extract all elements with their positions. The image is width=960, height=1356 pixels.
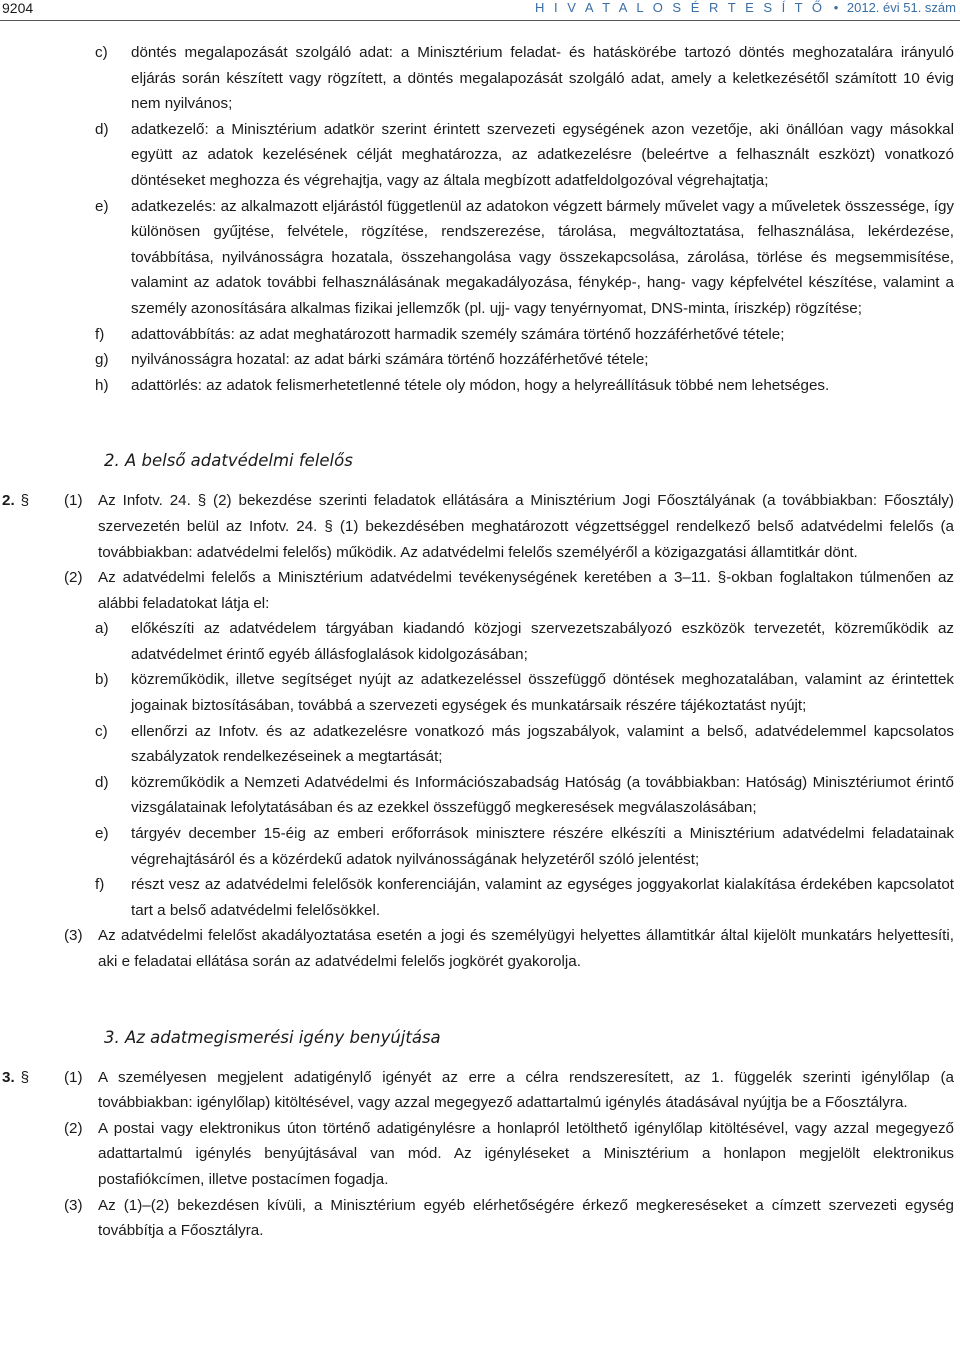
item-label: f)	[95, 325, 105, 343]
item-label: d)	[95, 773, 109, 791]
item-text: adattörlés: az adatok felismerhetetlenné tétele oly módon, hogy a helyreállításuk többé nem lehetséges.	[131, 376, 830, 394]
item-text: tárgyév december 15-éig az emberi erőforrások minisztere részére elkészíti a Minisztérium adatvédelmi feladatainak végrehajtásáról és a közérdekű adatok nyilvánosságának helyzetéről szóló jelentést;	[131, 825, 954, 868]
publication-title: H I V A T A L O S É R T E S Í T Ő	[535, 0, 826, 15]
running-head	[535, 0, 956, 15]
section-3-number	[2, 1065, 29, 1091]
item-label: e)	[95, 825, 109, 843]
issue-label: 2012. évi 51. szám	[846, 0, 956, 15]
section-2-item-c	[95, 719, 954, 770]
definition-h	[95, 373, 954, 399]
paragraph-text: A postai vagy elektronikus úton történő adatigénylésre a honlapról letölthető igénylőlap kitöltésével, vagy azzal megegyező adattartalmú igénylés benyújtásával van mód. Az igényléseket a Minisztérium a honlapon megjelölt elektronikus postafiókcímen, illetve postacímen fogadja.	[98, 1119, 954, 1188]
section-3-paragraph-1	[2, 1065, 954, 1116]
item-text: közreműködik a Nemzeti Adatvédelmi és Információszabadság Hatóság (a továbbiakban: Hatóság) Minisztériumot érintő vizsgálatainak lefolytatásában és az ezekkel összefüggő megkeresések megválaszolásában;	[131, 773, 954, 817]
paragraph-label: (2)	[64, 569, 83, 587]
item-text: adatkezelés: az alkalmazott eljárástól függetlenül az adatokon végzett bármely művelet vagy a műveletek összessége, így különösen gyűjtése, felvétele, rögzítése, rendszerezése, tárolása, megváltoztatása, felhasználása, lekérdezése, továbbítása, nyilvánosságra hozatala, összehangolása vagy összekapcsolása, zárolása, törlése és megsemmisítése, valamint az adatok további felhasználásának megakadályozása, fénykép-, hang- vagy képfelvétel készítése, valamint a személy azonosítására alkalmas fizikai jellemzők (pl. ujj- vagy tenyérnyomat, DNS-minta, íriszkép) rögzítése;	[131, 197, 954, 317]
paragraph-label: (2)	[64, 1119, 83, 1137]
section-3-paragraph-3	[64, 1193, 954, 1244]
section-2-number	[2, 488, 29, 514]
separator-bullet: •	[833, 0, 839, 15]
item-label: c)	[95, 44, 108, 61]
page-header	[0, 0, 960, 21]
section-number: 3.	[2, 1068, 15, 1086]
item-text: előkészíti az adatvédelem tárgyában kiadandó közjogi szervezetszabályozó eszközök tervezetét, közreműködik az adatvédelmet érintő egyéb állásfoglalások kidolgozásában;	[131, 620, 954, 663]
paragraph-label: (3)	[64, 1196, 83, 1214]
item-text: adatkezelő: a Minisztérium adatkör szerint érintett szervezeti egységének azon vezetője, aki önállóan vagy másokkal együtt az adatok kezelésének célját meghatározza, az adatkezelésre (beleértve a felhasznált eszközt) vonatkozó döntéseket meghozza és végrehajtja, vagy az általa megbízott adatfeldolgozóval végrehajtatja;	[131, 120, 954, 189]
item-text: döntés megalapozását szolgáló adat: a Minisztérium feladat- és hatáskörébe tartozó döntés meghozatalára irányuló eljárás során készített vagy rögzített, a döntés megalapozását szolgáló adat, amely a keletkezésétől számított 10 évig nem nyilvános;	[131, 44, 954, 113]
item-label: g)	[95, 351, 109, 369]
page-number: 9204	[2, 0, 34, 16]
paragraph-label: (1)	[64, 1068, 83, 1086]
section-2-item-e	[95, 821, 954, 872]
item-text: nyilvánosságra hozatal: az adat bárki számára történő hozzáférhetővé tétele;	[131, 351, 649, 369]
section-3-title: 3. Az adatmegismerési igény benyújtása	[104, 1027, 441, 1047]
definition-g	[95, 347, 954, 373]
definition-c	[95, 40, 954, 117]
paragraph-text: Az (1)–(2) bekezdésen kívüli, a Minisztérium egyéb elérhetőségére érkező megkereséseket a címzett szervezeti egység továbbítja a Főosztályra.	[98, 1196, 954, 1240]
item-label: b)	[95, 671, 109, 689]
item-label: f)	[95, 876, 105, 894]
item-label: c)	[95, 722, 108, 740]
section-2-item-d	[95, 770, 954, 821]
section-2-item-f	[95, 872, 954, 923]
definition-d	[95, 117, 954, 194]
item-text: adattovábbítás: az adat meghatározott harmadik személy számára történő hozzáférhetővé tétele;	[131, 325, 785, 343]
item-text: közreműködik, illetve segítséget nyújt az adatkezeléssel összefüggő döntések meghozatalában, valamint az érintettek jogainak biztosításában, továbbá a szervezeti egységek és munkatársaik részére tájékoztatást nyújt;	[131, 671, 954, 715]
item-label: d)	[95, 120, 109, 138]
paragraph-sign: §	[20, 1068, 30, 1086]
item-label: e)	[95, 197, 109, 215]
section-2-item-a	[95, 616, 954, 667]
paragraph-text: A személyesen megjelent adatigénylő igényét az erre a célra rendszeresített, az 1. függelék szerinti igénylőlap (a továbbiakban: igénylőlap) kitöltésével, vagy azzal megegyező adattartalmú igénylés átadásával nyújtja be a Főosztályra.	[98, 1068, 954, 1112]
definition-f	[95, 322, 954, 348]
paragraph-sign: §	[20, 492, 30, 510]
paragraph-text: Az adatvédelmi felelőst akadályoztatása esetén a jogi és személyügyi helyettes államtitkár által kijelölt munkatárs helyettesíti, aki e feladatai ellátása során az adatvédelmi felelős jogkörét gyakorolja.	[98, 927, 954, 970]
section-2-paragraph-1	[2, 488, 954, 565]
definition-e	[95, 194, 954, 322]
item-label: a)	[95, 620, 109, 638]
section-2-paragraph-2	[64, 565, 954, 616]
document-body	[0, 40, 960, 1244]
paragraph-label: (1)	[64, 492, 83, 510]
paragraph-text: Az adatvédelmi felelős a Minisztérium adatvédelmi tevékenységének keretében a 3–11. §-okban foglaltakon túlmenően az alábbi feladatokat látja el:	[98, 569, 954, 612]
item-text: ellenőrzi az Infotv. és az adatkezelésre vonatkozó más jogszabályok, valamint a belső, adatvédelemmel kapcsolatos szabályzatok rendelkezéseinek a megtartását;	[131, 722, 954, 766]
section-2-paragraph-3	[64, 923, 954, 974]
item-text: részt vesz az adatvédelmi felelősök konferenciáján, valamint az egységes joggyakorlat kialakítása érdekében kapcsolatot tart a belső adatvédelmi felelősökkel.	[131, 876, 954, 919]
paragraph-label: (3)	[64, 927, 83, 945]
paragraph-text: Az Infotv. 24. § (2) bekezdése szerinti feladatok ellátására a Minisztérium Jogi Főosztályának (a továbbiakban: Főosztály) szervezetén belül az Infotv. 24. § (1) bekezdésében meghatározott végzettséggel rendelkező belső adatvédelmi felelős (a továbbiakban: adatvédelmi felelős) működik. Az adatvédelmi felelős személyéről a közigazgatási államtitkár dönt.	[98, 492, 954, 561]
section-3-paragraph-2	[64, 1116, 954, 1193]
section-2-title: 2. A belső adatvédelmi felelős	[104, 451, 353, 471]
item-label: h)	[95, 376, 109, 394]
section-2-item-b	[95, 667, 954, 718]
section-number: 2.	[2, 492, 15, 510]
